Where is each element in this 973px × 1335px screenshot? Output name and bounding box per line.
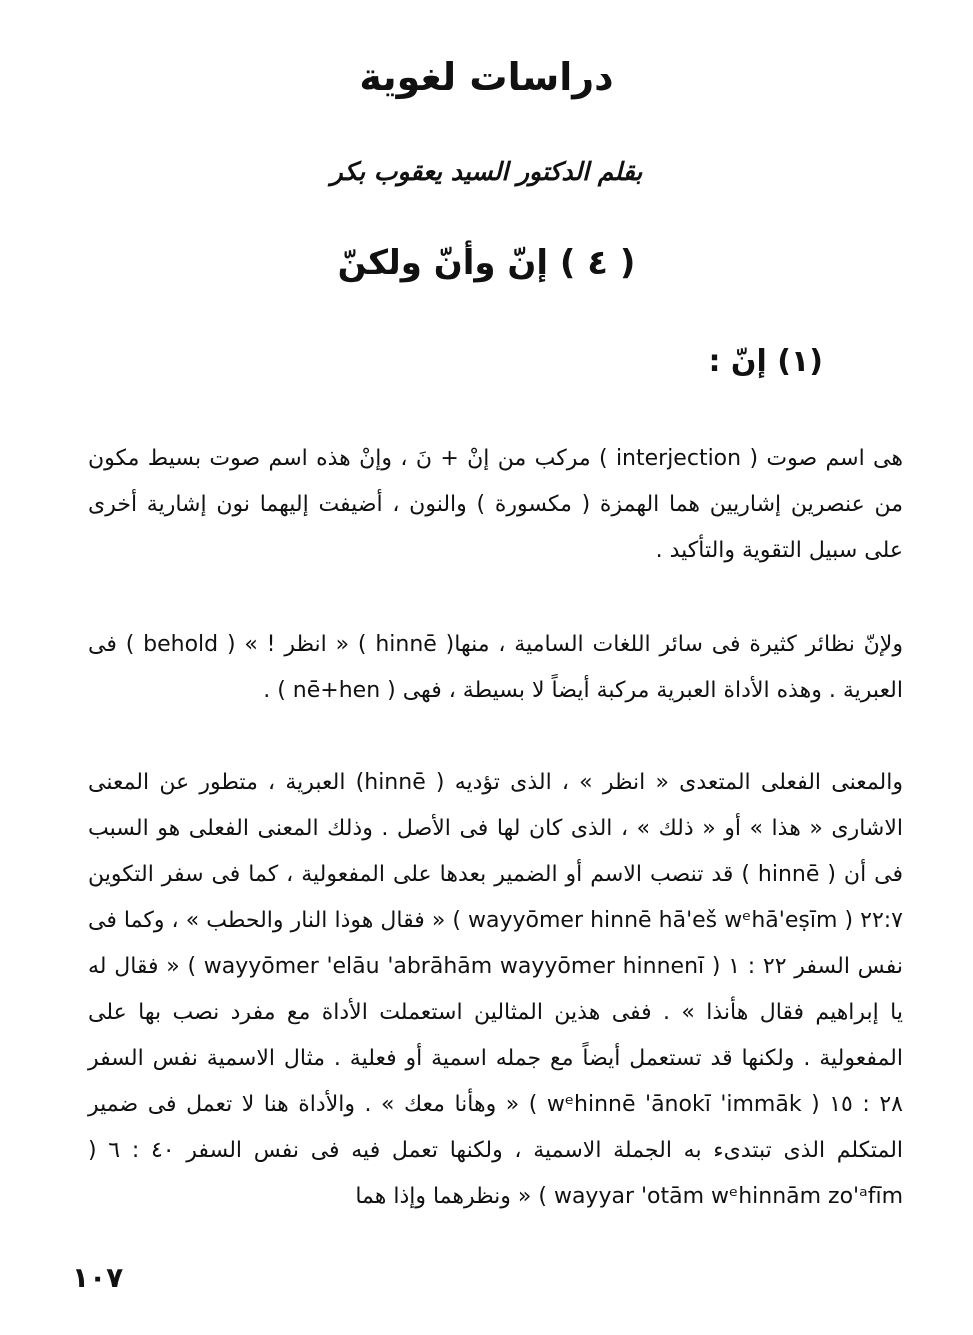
part-heading: ( ٤ ) إنّ وأنّ ولكنّ xyxy=(337,243,636,283)
section-heading: (١) إنّ : xyxy=(708,344,823,379)
page-number: ١٠٧ xyxy=(72,1261,124,1294)
paragraph-3: والمعنى الفعلى المتعدى « انظر » ، الذى تؤديه ( hinnē) العبرية ، متطور عن المعنى الاشارى « هذا » أو « ذلك » ، الذى كان لها فى الأصل . وذلك المعنى الفعلى هو السبب فى أن ( hinnē ) قد تنصب الاسم أو الضمير بعدها على المفعولية ، كما فى سفر التكوين ٢٢:٧ ( wayyōmer hinnē hā'eš wᵉhā'eṣīm ) « فقال هوذا النار والحطب » ، وكما فى نفس السفر ٢٢ : ١ ( wayyōmer 'elāu 'abrāhām wayyōmer hinnenī ) « فقال له يا إبراهيم فقال هأنذا » . ففى هذين المثالين استعملت الأداة مع مفرد نصب بها على المفعولية . ولكنها قد تستعمل أيضاً مع جمله اسمية أو فعلية . مثال الاسمية نفس السفر ٢٨ : ١٥ ( wᵉhinnē 'ānokī 'immāk ) « وهأنا معك » . والأداة هنا لا تعمل فى ضمير المتكلم الذى تبتدىء به الجملة الاسمية ، ولكنها تعمل فيه فى نفس السفر ٤٠ : ٦ ( wayyar 'otām wᵉhinnām zo'ᵃfīm ) « ونظرهما وإذا هما xyxy=(88,770,904,1209)
document-title: دراسات لغوية xyxy=(359,55,614,99)
author-line: بقلم الدكتور السيد يعقوب بكر xyxy=(330,157,643,186)
paragraph-1: هى اسم صوت ( interjection ) مركب من إنْ + نَ ، وإنْ هذه اسم صوت بسيط مكون من عنصرين إشاريين هما الهمزة ( مكسورة ) والنون ، أضيفت إليهما نون إشارية أخرى على سبيل التقوية والتأكيد . xyxy=(88,446,903,563)
paragraph-2: ولإنّ نظائر كثيرة فى سائر اللغات السامية ، منها( hinnē ) « انظر ! » ( behold ) فى العبرية . وهذه الأداة العبرية مركبة أيضاً لا بسيطة ، فهى ( nē+hen ) . xyxy=(88,632,903,703)
